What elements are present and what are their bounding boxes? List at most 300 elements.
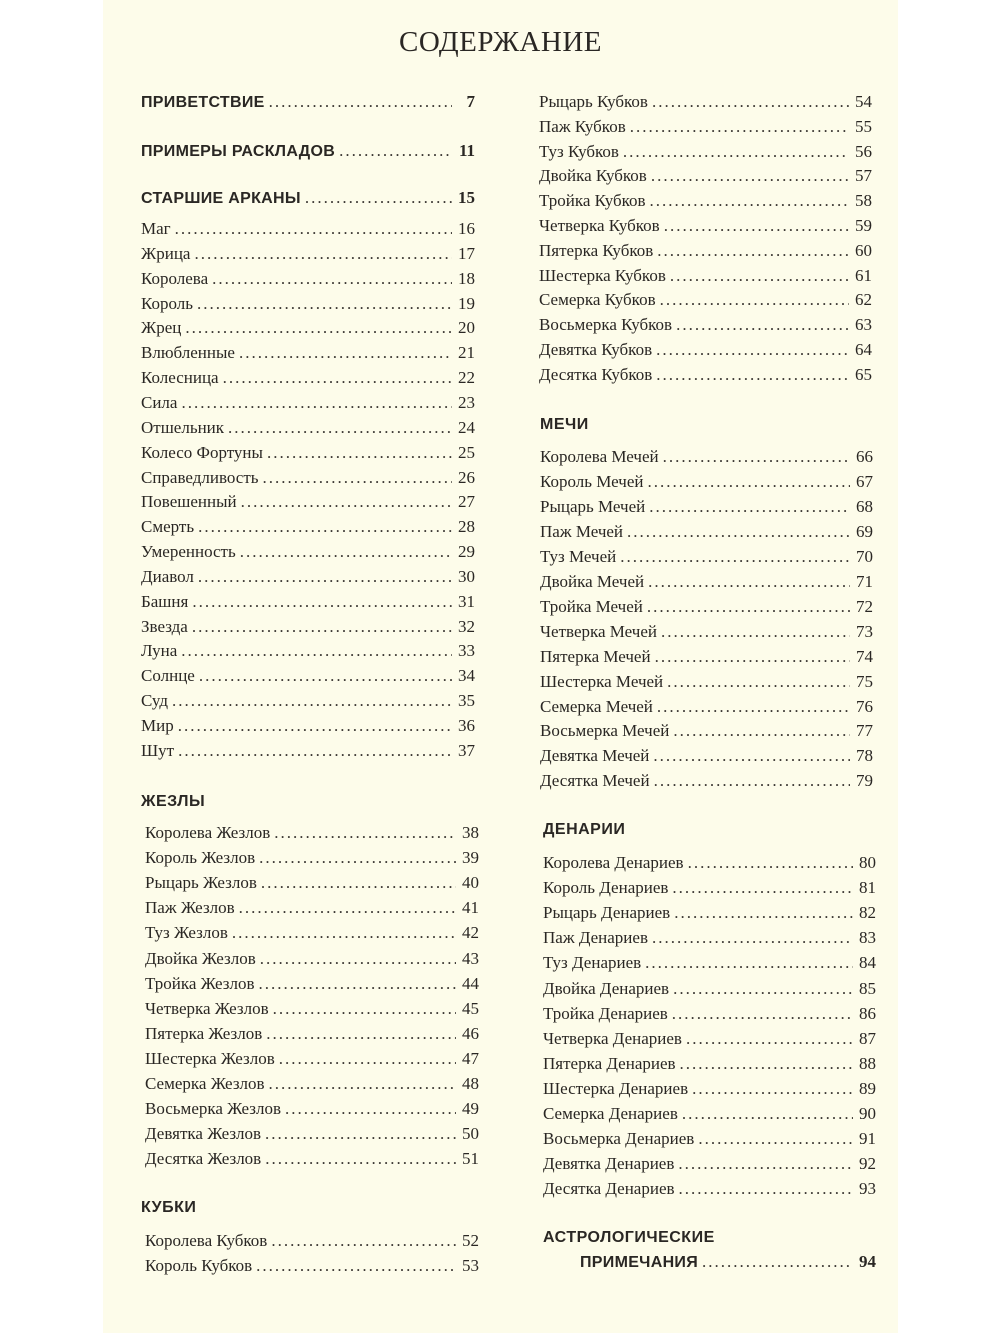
toc-entry-label: Шестерка Мечей [540, 671, 664, 691]
toc-entry-label: Паж Денариев [543, 928, 648, 948]
toc-entry-page: 69 [856, 521, 873, 541]
leader-dots [194, 241, 452, 266]
toc-entry[interactable] [141, 638, 475, 663]
toc-entry[interactable] [543, 976, 876, 1001]
toc-entry[interactable] [141, 340, 475, 365]
toc-entry-label: Шестерка Денариев [543, 1078, 689, 1098]
toc-entry[interactable] [543, 950, 876, 975]
toc-entry-label: Королева Кубков [145, 1231, 268, 1250]
toc-entry-page: 83 [859, 928, 876, 948]
toc-entry[interactable] [145, 870, 479, 895]
toc-entry-page: 34 [458, 666, 475, 686]
toc-entry[interactable] [539, 287, 872, 312]
toc-entry-page: 90 [859, 1104, 876, 1123]
toc-entry-label: Суд [141, 691, 168, 711]
leader-dots [239, 895, 456, 920]
toc-entry-label: Жрица [141, 243, 191, 263]
toc-entry-label: Король Жезлов [145, 848, 256, 868]
toc-entry-page: 85 [859, 978, 876, 998]
leader-dots [649, 494, 850, 519]
toc-entry[interactable] [539, 114, 872, 139]
leader-dots [650, 188, 849, 213]
toc-entry-page: 47 [462, 1048, 479, 1068]
toc-entry-page: 36 [458, 716, 475, 735]
toc-entry[interactable] [141, 564, 475, 589]
toc-entry-label: Десятка Кубков [539, 364, 653, 384]
toc-page [103, 0, 898, 1333]
toc-entry-page: 29 [458, 542, 475, 562]
toc-entry-label: Четверка Жезлов [145, 998, 269, 1018]
toc-entry-page: 94 [859, 1252, 876, 1271]
toc-entry[interactable] [540, 743, 873, 768]
toc-entry[interactable] [540, 644, 873, 669]
toc-entry-page: 26 [458, 467, 475, 487]
toc-entry-label: Туз Кубков [539, 141, 619, 161]
toc-entry-label: Паж Мечей [540, 521, 624, 541]
leader-dots [698, 1126, 853, 1151]
leader-dots [630, 114, 849, 139]
toc-entry-label: Семерка Кубков [539, 290, 656, 310]
toc-entry-label: Семерка Мечей [540, 696, 653, 716]
toc-entry-page: 65 [855, 364, 872, 384]
leader-dots [676, 312, 849, 337]
toc-entry-label: Справедливость [141, 467, 259, 487]
leader-dots [198, 564, 452, 589]
toc-entry[interactable] [145, 1228, 479, 1253]
toc-entry-label: Диавол [141, 566, 194, 586]
toc-entry-page: 17 [458, 243, 475, 263]
toc-entry[interactable] [543, 1001, 876, 1026]
toc-entry[interactable] [539, 213, 872, 238]
leader-dots [241, 489, 452, 514]
toc-entry-label: ПРИВЕТСТВИЕ [141, 94, 265, 111]
toc-entry-page: 7 [466, 92, 475, 111]
leader-dots [256, 1253, 456, 1278]
leader-dots [181, 638, 452, 663]
section-heading-swords: МЕЧИ [540, 416, 589, 433]
leader-dots [269, 1071, 456, 1096]
toc-entry[interactable] [141, 738, 475, 763]
toc-entry[interactable] [540, 494, 873, 519]
toc-entry[interactable] [145, 971, 479, 996]
toc-entry-label: Смерть [141, 517, 195, 537]
toc-entry[interactable] [539, 362, 872, 387]
leader-dots [265, 1146, 456, 1171]
toc-entry-label: Тройка Жезлов [145, 973, 255, 993]
toc-entry-label: Маг [141, 219, 171, 238]
leader-dots [686, 1026, 853, 1051]
toc-entry-label: Двойка Кубков [539, 166, 647, 186]
toc-entry-page: 52 [462, 1231, 479, 1250]
toc-entry-label: Пятерка Жезлов [145, 1023, 263, 1043]
toc-entry[interactable] [539, 238, 872, 263]
toc-entry-page: 79 [856, 771, 873, 791]
toc-entry-page: 58 [855, 191, 872, 211]
leader-dots [663, 444, 850, 469]
toc-entry[interactable] [141, 440, 475, 465]
toc-entry[interactable] [145, 946, 479, 971]
toc-entry-page: 63 [855, 315, 872, 335]
toc-entry[interactable] [539, 337, 872, 362]
toc-entry-page: 49 [462, 1099, 479, 1119]
leader-dots [279, 1046, 456, 1071]
toc-entry[interactable] [141, 663, 475, 688]
leader-dots [178, 713, 452, 738]
toc-entry[interactable] [145, 996, 479, 1021]
toc-entry-page: 60 [855, 240, 872, 260]
toc-entry-label: Восьмерка Денариев [543, 1129, 695, 1149]
toc-entry-label: Восьмерка Мечей [540, 721, 670, 741]
toc-entry-label: Рыцарь Мечей [540, 496, 646, 516]
leader-dots [199, 663, 452, 688]
toc-entry-label: Девятка Жезлов [145, 1124, 262, 1144]
leader-dots [271, 1228, 456, 1253]
toc-entry[interactable] [145, 1021, 479, 1046]
toc-entry-label: Девятка Денариев [543, 1154, 675, 1174]
toc-entry-page: 61 [855, 265, 872, 285]
toc-entry[interactable] [543, 900, 876, 925]
toc-entry[interactable] [141, 713, 475, 738]
toc-entry-page: 56 [855, 141, 872, 161]
toc-entry-label: Девятка Кубков [539, 340, 653, 359]
leader-dots [674, 900, 853, 925]
toc-entry-label: Тройка Кубков [539, 191, 646, 211]
toc-entry-page: 80 [859, 853, 876, 872]
leader-dots [648, 569, 850, 594]
leader-dots [672, 1001, 853, 1026]
leader-dots [239, 340, 452, 365]
toc-entry-label: Десятка Денариев [543, 1179, 675, 1199]
leader-dots [654, 768, 850, 793]
leader-dots [682, 1101, 853, 1126]
toc-entry-page: 22 [458, 368, 475, 388]
leader-dots [664, 213, 849, 238]
toc-entry[interactable] [540, 444, 873, 469]
leader-dots [667, 669, 850, 694]
toc-entry-page: 87 [859, 1028, 876, 1048]
toc-entry-label: Король Мечей [540, 471, 644, 491]
toc-entry[interactable] [540, 544, 873, 569]
section-heading-wands: ЖЕЗЛЫ [141, 793, 206, 810]
toc-entry[interactable] [543, 850, 876, 875]
toc-entry-page: 67 [856, 471, 873, 491]
toc-entry[interactable] [141, 185, 475, 210]
leader-dots [273, 996, 456, 1021]
toc-entry-label: ПРИМЕЧАНИЯ [580, 1254, 699, 1271]
toc-entry-page: 77 [856, 721, 873, 741]
toc-entry-page: 76 [856, 696, 873, 716]
toc-entry-label: Королева [141, 268, 209, 288]
leader-dots [178, 738, 452, 763]
toc-entry-page: 19 [458, 293, 475, 313]
toc-entry-label: Мир [141, 716, 174, 735]
toc-entry-page: 25 [458, 442, 475, 462]
leader-dots [263, 465, 452, 490]
toc-entry-label: Шут [141, 740, 175, 760]
leader-dots [197, 291, 452, 316]
toc-entry[interactable] [145, 895, 479, 920]
leader-dots [652, 89, 849, 114]
toc-entry-label: ПРИМЕРЫ РАСКЛАДОВ [141, 143, 336, 160]
toc-entry-label: СТАРШИЕ АРКАНЫ [141, 190, 301, 207]
toc-entry-label: Паж Кубков [539, 116, 626, 136]
leader-dots [228, 415, 452, 440]
toc-entry-label: Туз Жезлов [145, 923, 228, 943]
toc-entry-label: Тройка Мечей [540, 596, 643, 616]
toc-entry[interactable] [145, 1253, 479, 1278]
toc-entry-label: Умеренность [141, 542, 236, 562]
toc-entry-label: Королева Мечей [540, 447, 659, 466]
toc-entry[interactable] [141, 216, 475, 241]
toc-entry[interactable] [540, 619, 873, 644]
toc-entry[interactable] [141, 365, 475, 390]
toc-entry[interactable] [141, 539, 475, 564]
toc-entry[interactable] [141, 688, 475, 713]
toc-entry-page: 55 [855, 116, 872, 136]
leader-dots [285, 1096, 456, 1121]
leader-dots [645, 950, 853, 975]
leader-dots [673, 976, 853, 1001]
toc-entry-page: 91 [859, 1129, 876, 1149]
toc-entry[interactable] [540, 519, 873, 544]
toc-entry[interactable] [543, 925, 876, 950]
leader-dots [240, 539, 452, 564]
toc-entry-page: 46 [462, 1023, 479, 1043]
toc-entry[interactable] [539, 263, 872, 288]
toc-entry-label: Колесо Фортуны [141, 442, 263, 462]
toc-entry[interactable] [141, 465, 475, 490]
toc-entry-page: 32 [458, 616, 475, 636]
toc-entry[interactable] [141, 415, 475, 440]
toc-entry-label: Колесница [141, 368, 219, 388]
toc-entry-page: 43 [462, 948, 479, 968]
toc-entry-page: 93 [859, 1179, 876, 1199]
toc-entry[interactable] [543, 1151, 876, 1176]
toc-entry-label: Король Денариев [543, 878, 669, 898]
leader-dots [267, 440, 452, 465]
toc-entry-label: Четверка Денариев [543, 1028, 682, 1048]
toc-entry[interactable] [543, 1051, 876, 1076]
toc-entry[interactable] [141, 266, 475, 291]
toc-entry-astro[interactable] [580, 1249, 876, 1274]
toc-entry-label: Сила [141, 392, 178, 412]
toc-entry-page: 71 [856, 571, 873, 591]
leader-dots [661, 619, 850, 644]
toc-entry-label: Шестерка Кубков [539, 265, 666, 285]
toc-entry-label: Десятка Мечей [540, 771, 650, 791]
toc-entry[interactable] [539, 139, 872, 164]
leader-dots [670, 263, 849, 288]
leader-dots [223, 365, 452, 390]
leader-dots [657, 238, 849, 263]
toc-entry[interactable] [145, 1121, 479, 1146]
toc-entry-page: 59 [855, 216, 872, 235]
toc-entry-label: Четверка Кубков [539, 216, 660, 235]
toc-entry-page: 45 [462, 998, 479, 1018]
toc-entry-page: 78 [856, 746, 873, 766]
leader-dots [274, 820, 456, 845]
toc-entry-page: 28 [458, 517, 475, 537]
toc-entry-page: 74 [856, 646, 873, 666]
toc-entry-page: 88 [859, 1053, 876, 1073]
toc-entry-page: 82 [859, 903, 876, 923]
toc-entry-page: 62 [855, 290, 872, 310]
toc-entry-label: Жрец [141, 318, 182, 338]
toc-entry-label: Солнце [141, 666, 195, 686]
toc-entry[interactable] [540, 594, 873, 619]
toc-entry-label: Десятка Жезлов [145, 1149, 262, 1169]
toc-entry[interactable] [145, 1096, 479, 1121]
toc-entry[interactable] [141, 291, 475, 316]
toc-entry[interactable] [539, 89, 872, 114]
toc-entry[interactable] [145, 1146, 479, 1171]
toc-entry-label: Шестерка Жезлов [145, 1048, 275, 1068]
leader-dots [656, 337, 849, 362]
toc-entry-page: 51 [462, 1149, 479, 1169]
leader-dots [265, 1121, 456, 1146]
toc-entry[interactable] [543, 875, 876, 900]
toc-entry[interactable] [543, 1076, 876, 1101]
leader-dots [192, 614, 452, 639]
toc-entry-label: Отшельник [141, 417, 225, 437]
toc-entry-label: Пятерка Кубков [539, 240, 654, 260]
leader-dots [692, 1076, 853, 1101]
leader-dots [261, 870, 456, 895]
toc-entry-page: 68 [856, 496, 873, 516]
toc-entry[interactable] [539, 163, 872, 188]
toc-entry[interactable] [543, 1126, 876, 1151]
toc-entry-page: 39 [462, 848, 479, 868]
toc-entry[interactable] [540, 569, 873, 594]
toc-entry-page: 27 [458, 492, 475, 512]
toc-entry[interactable] [145, 1071, 479, 1096]
toc-entry[interactable] [141, 514, 475, 539]
leader-dots [678, 1151, 853, 1176]
toc-entry-label: Тройка Денариев [543, 1003, 668, 1023]
toc-entry[interactable] [540, 768, 873, 793]
toc-entry-page: 70 [856, 546, 873, 566]
leader-dots [266, 1021, 456, 1046]
toc-entry[interactable] [543, 1101, 876, 1126]
leader-dots [620, 544, 850, 569]
toc-entry-label: Семерка Денариев [543, 1104, 678, 1123]
toc-entry-label: Двойка Мечей [540, 571, 645, 591]
leader-dots [647, 469, 850, 494]
toc-entry[interactable] [145, 1046, 479, 1071]
toc-entry-label: Восьмерка Кубков [539, 315, 673, 335]
toc-entry[interactable] [540, 669, 873, 694]
toc-entry-page: 84 [859, 953, 876, 973]
toc-entry[interactable] [539, 188, 872, 213]
leader-dots [647, 594, 850, 619]
toc-entry-label: Башня [141, 591, 189, 611]
toc-entry-page: 15 [458, 188, 475, 207]
toc-entry[interactable] [145, 920, 479, 945]
toc-entry-page: 37 [458, 740, 475, 760]
toc-entry[interactable] [141, 138, 475, 163]
toc-entry-label: Король [141, 293, 194, 313]
toc-entry-page: 48 [462, 1074, 479, 1093]
leader-dots [655, 644, 850, 669]
toc-entry-page: 42 [462, 923, 479, 943]
section-heading-pentacles: ДЕНАРИИ [543, 821, 626, 838]
toc-entry-label: Луна [141, 641, 178, 661]
toc-entry-page: 86 [859, 1003, 876, 1023]
leader-dots [672, 875, 853, 900]
toc-entry-label: Семерка Жезлов [145, 1074, 265, 1093]
toc-entry[interactable] [539, 312, 872, 337]
toc-entry[interactable] [141, 390, 475, 415]
toc-entry-label: Рыцарь Денариев [543, 903, 671, 923]
toc-entry[interactable] [141, 489, 475, 514]
leader-dots [260, 946, 456, 971]
leader-dots [339, 138, 452, 163]
leader-dots [680, 1051, 853, 1076]
toc-entry-label: Паж Жезлов [145, 898, 235, 918]
toc-entry[interactable] [540, 718, 873, 743]
toc-entry[interactable] [141, 315, 475, 340]
toc-entry[interactable] [145, 820, 479, 845]
leader-dots [258, 971, 456, 996]
toc-entry-page: 89 [859, 1078, 876, 1098]
toc-entry-label: Туз Мечей [540, 546, 617, 566]
leader-dots [673, 718, 850, 743]
toc-entry-page: 72 [856, 596, 873, 616]
toc-entry-label: Двойка Денариев [543, 978, 670, 998]
leader-dots [212, 266, 452, 291]
leader-dots [653, 743, 850, 768]
toc-entry[interactable] [540, 694, 873, 719]
leader-dots [688, 850, 853, 875]
toc-entry-page: 54 [855, 92, 872, 111]
toc-entry[interactable] [543, 1176, 876, 1201]
toc-entry-page: 92 [859, 1154, 876, 1174]
toc-entry-page: 38 [462, 823, 479, 842]
toc-entry-label: Двойка Жезлов [145, 948, 256, 968]
toc-entry-page: 35 [458, 691, 475, 711]
toc-entry-label: Пятерка Денариев [543, 1053, 676, 1073]
leader-dots [656, 362, 849, 387]
toc-entry-label: Туз Денариев [543, 953, 642, 973]
toc-entry[interactable] [141, 614, 475, 639]
leader-dots [259, 845, 456, 870]
toc-entry[interactable] [540, 469, 873, 494]
leader-dots [269, 89, 452, 114]
toc-entry[interactable] [141, 89, 475, 114]
leader-dots [651, 163, 849, 188]
toc-entry[interactable] [145, 845, 479, 870]
toc-entry[interactable] [543, 1026, 876, 1051]
leader-dots [305, 185, 452, 210]
toc-entry[interactable] [141, 241, 475, 266]
leader-dots [657, 694, 850, 719]
page-title: СОДЕРЖАНИЕ [399, 26, 602, 58]
toc-entry-page: 18 [458, 268, 475, 288]
toc-entry-page: 16 [458, 219, 475, 238]
astro-heading-line1: АСТРОЛОГИЧЕСКИЕ [543, 1229, 715, 1246]
toc-entry[interactable] [141, 589, 475, 614]
leader-dots [192, 589, 452, 614]
toc-entry-page: 20 [458, 318, 475, 338]
leader-dots [652, 925, 853, 950]
toc-entry-label: Рыцарь Жезлов [145, 873, 257, 893]
toc-entry-page: 57 [855, 166, 872, 186]
leader-dots [623, 139, 849, 164]
leader-dots [627, 519, 850, 544]
toc-entry-page: 81 [859, 878, 876, 898]
leader-dots [232, 920, 456, 945]
toc-entry-label: Король Кубков [145, 1256, 253, 1275]
